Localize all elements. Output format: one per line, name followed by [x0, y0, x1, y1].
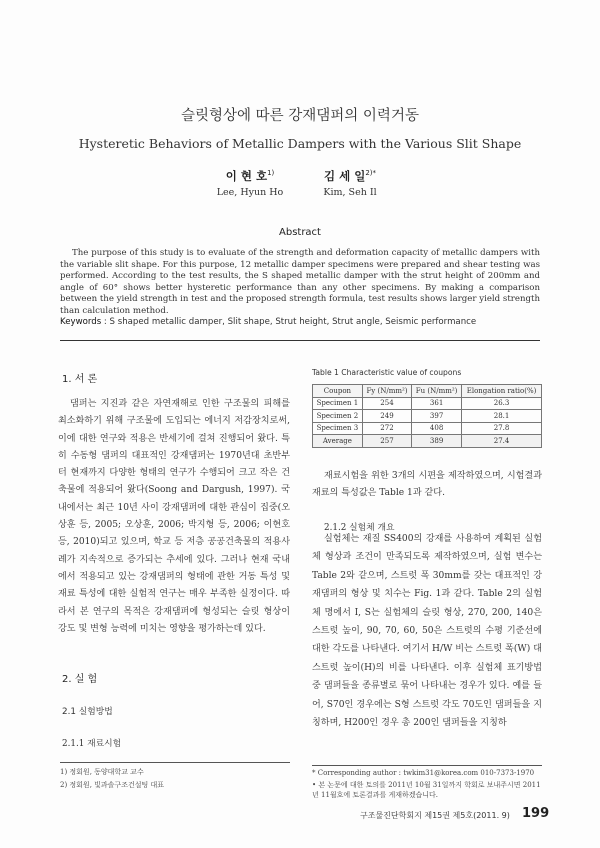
footnote-divider-right [312, 765, 542, 766]
footnote-1: 1) 정회원, 동양대학교 교수 [60, 768, 144, 776]
author-1-name-ko: 이 현 호 [225, 169, 268, 183]
table-cell: Specimen 2 [313, 410, 363, 423]
table-header-cell: Fu (N/mm²) [412, 385, 462, 398]
author-1-sup: 1) [267, 169, 275, 178]
section-1-paragraph: 댐퍼는 지진과 같은 자연재해로 인한 구조물의 피해를 최소화하기 위해 구조물에 도입되는 에너지 저감장치로써, 이에 대한 연구와 적용은 반세기에 걸쳐 진행되어 왔다. 특히 수동형 댐퍼의 대표적인 강재댐퍼는 1970년대 초반부터 현재까지 다양한 형태의 연구가 수행되어 크고 작은 건축물에 적용되어 왔다(Soong and Dargush, 1997). 국내에서는 최근 10년 사이 강재댐퍼에 대한 관심이 집중(오상훈 등, 2005; 오상훈, 2006; 박지형 등, 2006; 이현호 등, 2010)되고 있으며, 학교 등 저층 공공건축물의 적용사례가 지속적으로 증가되는 추세에 있다. 그러나 현재 국내에서 적용되고 있는 강재댐퍼의 형태에 관한 거동 특성 및 재료 특성에 대한 실험적 연구는 매우 부족한 실정이다. 따라서 본 연구의 목적은 강재댐퍼에 형성되는 슬릿 형상이 강도 및 변형 능력에 미치는 영향을 평가하는데 있다. [58, 399, 290, 634]
section-1-heading: 1. 서 론 [62, 374, 98, 385]
table-cell: 249 [362, 410, 411, 423]
table-cell: 397 [412, 410, 462, 423]
footnotes-left [60, 766, 290, 791]
footnote-2: 2) 정회원, 빛과솔구조건설팅 대표 [60, 780, 164, 789]
table-description-paragraph: 재료시험을 위한 3개의 시편을 제작하였으며, 시험결과 재료의 특성값은 Table 1과 같다. [312, 471, 542, 499]
table-header-cell: Coupon [313, 385, 363, 398]
footnote-divider-left [60, 762, 290, 763]
table-header-cell: Fy (N/mm²) [362, 385, 411, 398]
author-1 [200, 168, 300, 198]
table-cell: Specimen 3 [313, 422, 363, 435]
table-row-average [313, 435, 542, 448]
abstract-heading: Abstract [279, 227, 321, 238]
section-2-1-1-heading: 2.1.1 재료시험 [62, 739, 122, 749]
section-2-1-2-heading: 2.1.2 실험체 개요 [324, 523, 395, 533]
paper-title-korean: 슬릿형상에 따른 강재댐퍼의 이력거동 [181, 108, 419, 124]
page-number: 199 [522, 806, 550, 821]
table-cell: 361 [412, 397, 462, 410]
table-row [313, 422, 542, 435]
table-cell: 272 [362, 422, 411, 435]
table-description [312, 468, 542, 503]
section-2-1-heading: 2.1 실험방법 [62, 707, 113, 717]
author-2-name-ko: 김 세 일 [323, 169, 366, 183]
abstract-body: The purpose of this study is to evaluate of the strength and deformation capacity of metallic dampers with the variable slit shape. For this purpose, 12 metallic damper specimens were prepared and shear testing was performed. According to the test results, the S shaped metallic damper with the strut height of 200mm and angle of 60° shows better hysteretic performance than any other specimens. By making a comparison between the yield strength in test and the proposed strength formula, test results shows larger yield strength than calculation method. [60, 248, 540, 316]
section-2-1-2-paragraph: 실험체는 재질 SS400의 강재를 사용하여 계획된 실험체 형상과 조건이 만족되도록 제작하였으며, 실험 변수는 Table 2와 같으며, 스트럿 폭 30mm를 갖는 대표적인 강재댐퍼의 형상 및 치수는 Fig. 1과 같다. Table 2의 실험체 명에서 I, S는 실험체의 슬릿 형상, 270, 200, 140은 스트럿 높이, 90, 70, 60, 50은 스트럿의 수평 기준선에 대한 각도를 나타낸다. 여기서 H/W 비는 스트럿 폭(W) 대 스트럿 높이(H)의 비를 나타낸다. 이후 실험체 표기방법 중 댐퍼들을 종류별로 묶어 나타내는 경우가 있다. 예를 들어, S70인 경우에는 S형 스트럿 각도 70도인 댐퍼들을 지칭하며, H200인 경우 총 200인 댐퍼들을 지칭하 [312, 534, 542, 729]
table-cell: 28.1 [462, 410, 542, 423]
author-2-name-en: Kim, Seh Il [323, 187, 377, 198]
table-cell: 408 [412, 422, 462, 435]
author-2-sup: 2)* [365, 169, 377, 178]
table-cell: 389 [412, 435, 462, 448]
author-2 [300, 168, 400, 198]
table-cell: 257 [362, 435, 411, 448]
table-row [313, 397, 542, 410]
table-cell: 26.3 [462, 397, 542, 410]
keywords-label: Keywords [60, 317, 102, 327]
section-2-1-2-body [312, 530, 542, 732]
table-cell: 27.8 [462, 422, 542, 435]
table-cell: 254 [362, 397, 411, 410]
footnote-corresponding-author: * Corresponding author : twkim31@korea.com 010-7373-1970 [312, 769, 535, 777]
table-cell: Average [313, 435, 363, 448]
footnotes-right [312, 768, 542, 800]
table-cell: Specimen 1 [313, 397, 363, 410]
journal-footer: 구조물진단학회지 제15권 제5호(2011. 9) [360, 811, 510, 820]
header-divider [60, 340, 540, 341]
footnote-discussion: • 본 논문에 대한 토의를 2011년 10월 31일까지 학회로 보내주시면 2011년 11월호에 토론결과를 게재하겠습니다. [312, 781, 541, 799]
section-2-heading: 2. 실 험 [62, 674, 98, 685]
coupon-table [312, 384, 542, 448]
table-header-row [313, 385, 542, 398]
paper-title-english: Hysteretic Behaviors of Metallic Dampers with the Various Slit Shape [78, 136, 522, 151]
table-row [313, 410, 542, 423]
author-1-name-en: Lee, Hyun Ho [216, 187, 284, 198]
table-caption: Table 1 Characteristic value of coupons [312, 368, 462, 377]
table-cell: 27.4 [462, 435, 542, 448]
table-header-cell: Elongation ratio(%) [462, 385, 542, 398]
keywords-list: : S shaped metallic damper, Slit shape, Strut height, Strut angle, Seismic performance [103, 317, 477, 327]
section-1-body [58, 396, 290, 638]
keywords [60, 317, 540, 327]
